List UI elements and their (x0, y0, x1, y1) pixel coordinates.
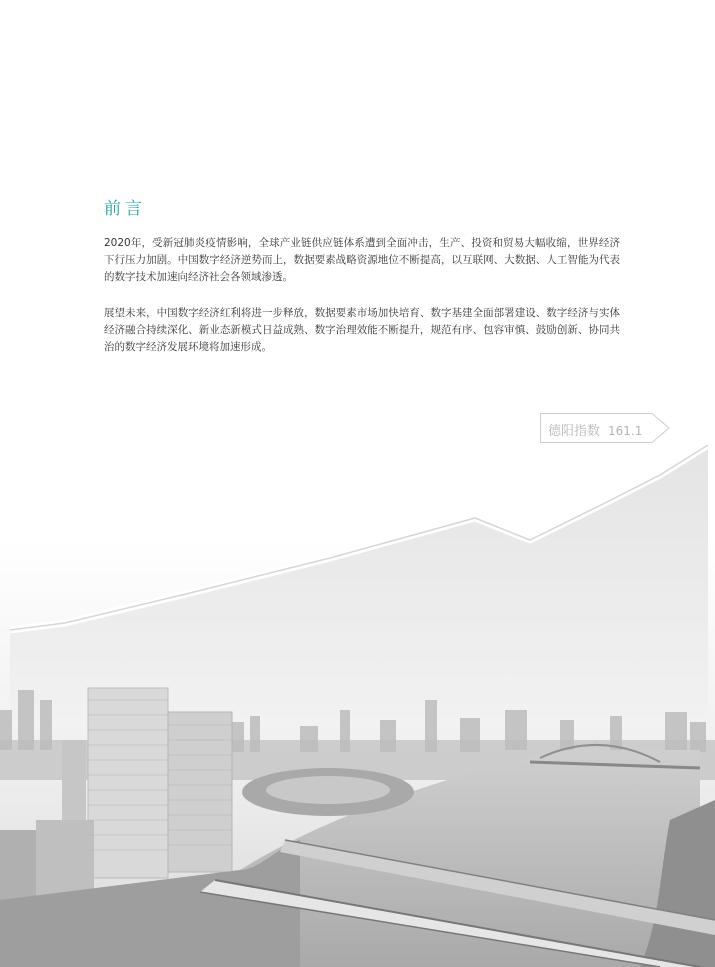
stadium-field (266, 776, 390, 804)
index-badge (548, 420, 642, 439)
city-skyline-illustration (0, 400, 715, 967)
index-badge-value: 161.1 (608, 424, 643, 438)
preface-title: 前言 (104, 199, 146, 219)
index-badge-label: 德阳指数 (548, 424, 601, 439)
preface-paragraph-1: 2020年，受新冠肺炎疫情影响，全球产业链供应链体系遭到全面冲击，生产、投资和贸易大幅收缩，世界经济下行压力加剧。中国数字经济逆势而上，数据要素战略资源地位不断提高，以互联网、大数据、人工智能为代表的数字技术加速向经济社会各领域渗透。 (104, 237, 620, 283)
preface-paragraph-2: 展望未来，中国数字经济红利将进一步释放，数据要素市场加快培育、数字基建全面部署建设、数字经济与实体经济融合持续深化、新业态新模式日益成熟、数字治理效能不断提升，规范有序、包容审慎、鼓励创新、协同共治的数字经济发展环境将加速形成。 (104, 307, 620, 353)
